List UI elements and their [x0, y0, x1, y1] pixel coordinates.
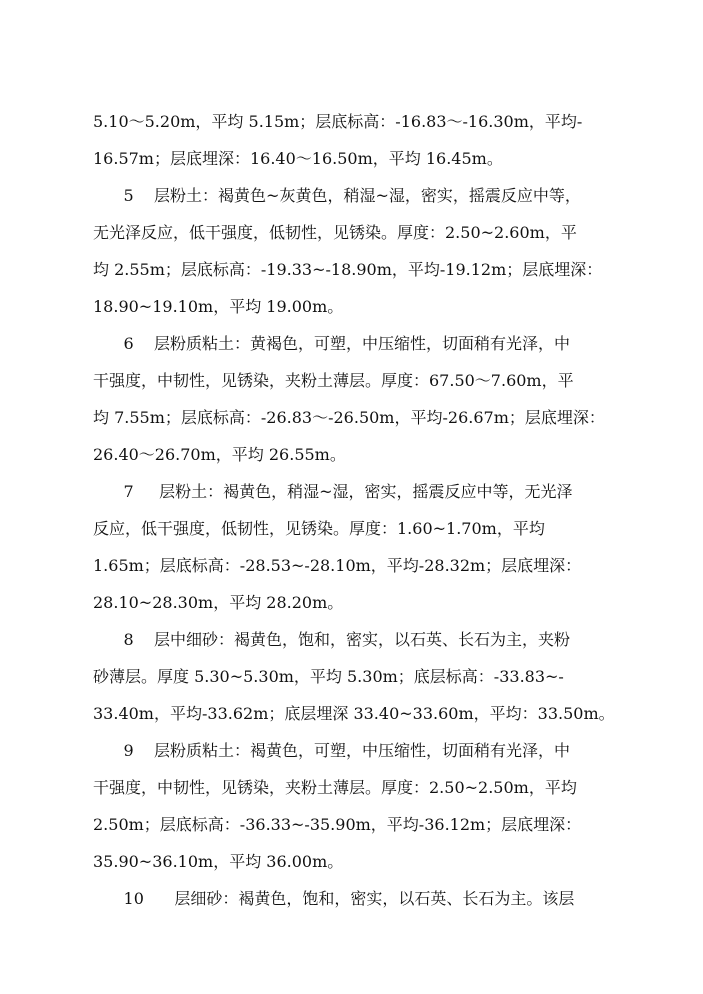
- text-line: 33.40m，平均-33.62m；底层埋深 33.40~33.60m，平均：33.50m。: [93, 704, 615, 723]
- text-line: 2.50m；层底标高：-36.33~-35.90m，平均-36.12m；层底埋深：: [93, 815, 582, 834]
- text-line: 1.65m；层底标高：-28.53~-28.10m，平均-28.32m；层底埋深：: [93, 556, 582, 575]
- paragraph-start-line: 7 层粉土：褐黄色，稍湿~湿，密实，摇震反应中等，无光泽: [93, 482, 573, 501]
- paragraph-start-line: 10 层细砂：褐黄色，饱和，密实，以石英、长石为主。该层: [93, 889, 575, 908]
- text-line: 无光泽反应，低干强度，低韧性，见锈染。厚度：2.50~2.60m，平: [93, 223, 577, 242]
- text-line: 均 2.55m；层底标高：-19.33~-18.90m，平均-19.12m；层底埋深：: [93, 260, 603, 279]
- text-line: 干强度，中韧性，见锈染，夹粉土薄层。厚度：2.50~2.50m，平均: [93, 778, 577, 797]
- text-line: 干强度，中韧性，见锈染，夹粉土薄层。厚度：67.50～7.60m，平: [93, 371, 574, 390]
- text-line: 砂薄层。厚度 5.30~5.30m，平均 5.30m；底层标高：-33.83~-: [93, 667, 564, 686]
- text-line: 26.40～26.70m，平均 26.55m。: [93, 445, 346, 464]
- text-line: 5.10～5.20m，平均 5.15m；层底标高：-16.83～-16.30m，平均-: [93, 112, 583, 131]
- paragraph-start-line: 8 层中细砂：褐黄色，饱和，密实，以石英、长石为主，夹粉: [93, 630, 571, 649]
- paragraph-start-line: 9 层粉质粘土：褐黄色，可塑，中压缩性，切面稍有光泽，中: [93, 741, 571, 760]
- text-line: 16.57m；层底埋深：16.40～16.50m，平均 16.45m。: [93, 149, 503, 168]
- paragraph-start-line: 5 层粉土：褐黄色~灰黄色，稍湿~湿，密实，摇震反应中等，: [93, 186, 581, 205]
- text-line: 均 7.55m；层底标高：-26.83～-26.50m，平均-26.67m；层底埋深：: [93, 408, 605, 427]
- text-line: 18.90~19.10m，平均 19.00m。: [93, 297, 344, 316]
- paragraph-start-line: 6 层粉质粘土：黄褐色，可塑，中压缩性，切面稍有光泽，中: [93, 334, 571, 353]
- text-line: 35.90~36.10m，平均 36.00m。: [93, 852, 344, 871]
- text-line: 反应，低干强度，低韧性，见锈染。厚度：1.60~1.70m，平均: [93, 519, 545, 538]
- text-line: 28.10~28.30m，平均 28.20m。: [93, 593, 344, 612]
